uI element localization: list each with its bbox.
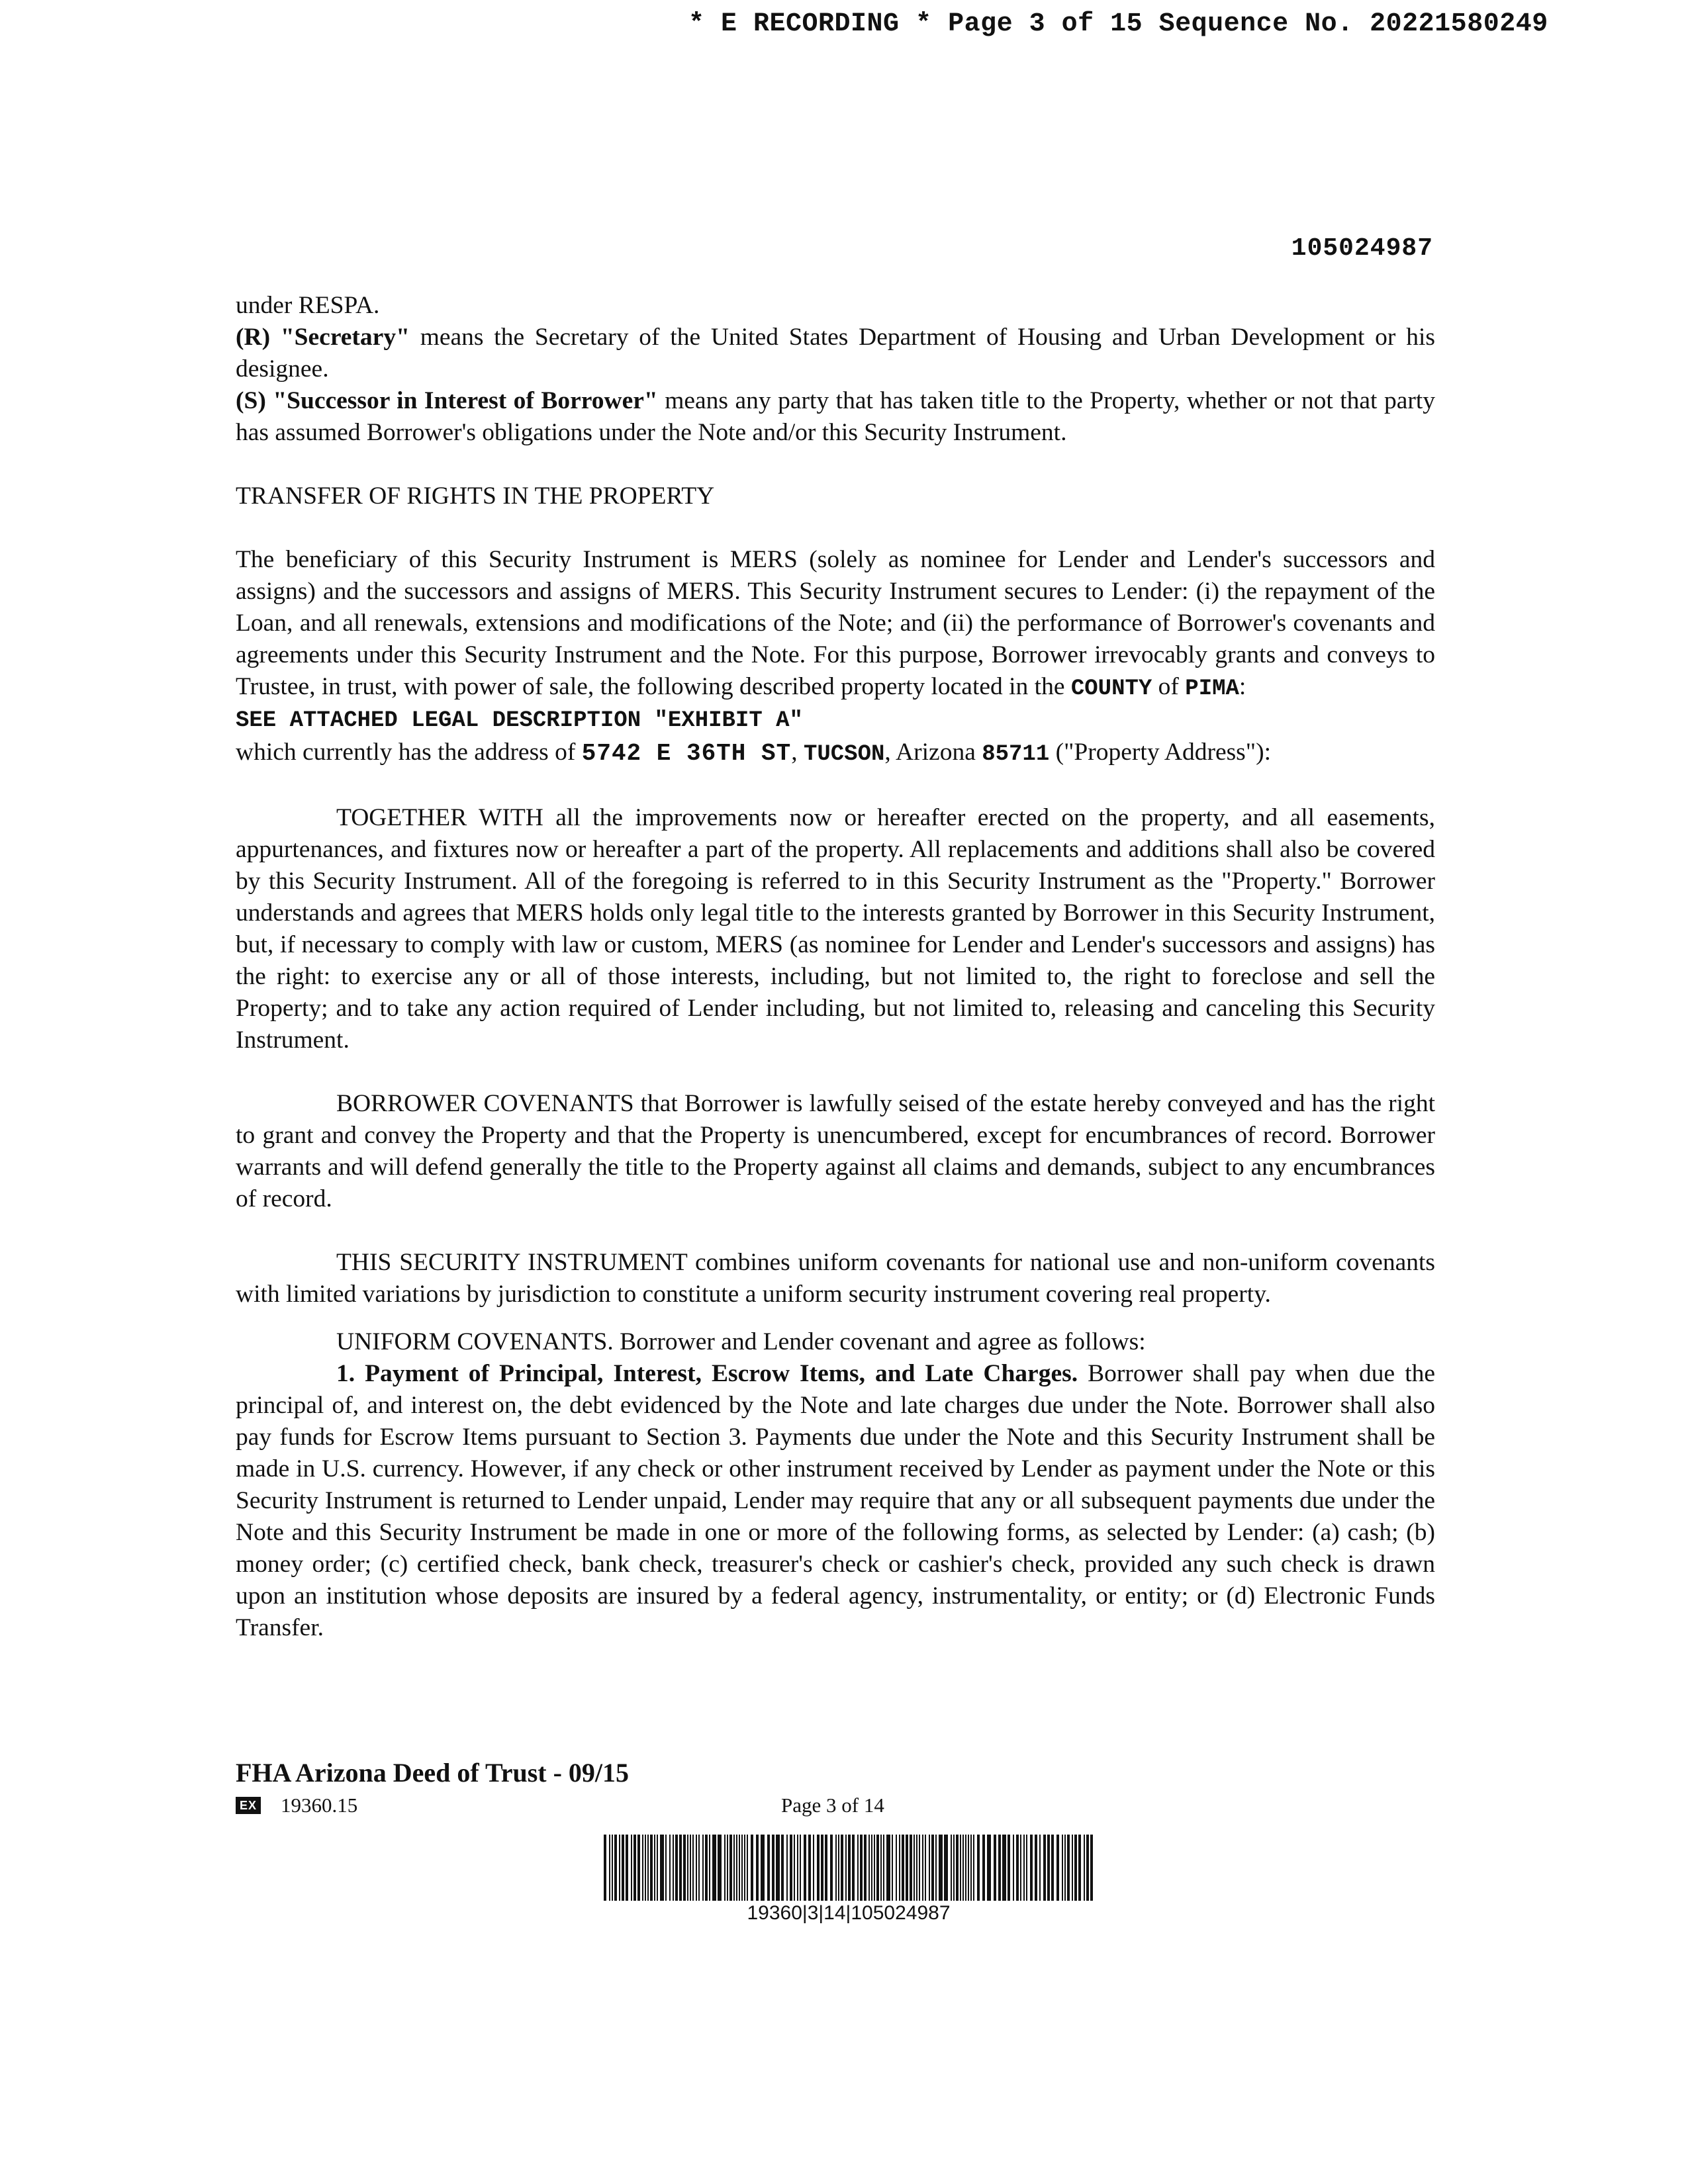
form-number: 19360.15 [281,1794,358,1817]
definition-successor-label: (S) "Successor in Interest of Borrower" [236,387,658,414]
document-body [236,290,1435,1644]
security-instrument-paragraph: THIS SECURITY INSTRUMENT combines uniform covenants for national use and non-uniform covenants with limited variations by jurisdiction to constitute a uniform security instrument covering real property. [236,1249,1435,1308]
together-with-paragraph: TOGETHER WITH all the improvements now or hereafter erected on the property, and all easements, appurtenances, and fixtures now or hereafter a part of the property. All replacements and additions shall also be covered by this Security Instrument. All of the foregoing is referred to in this Security Instrument as the "Property." Borrower understands and agrees that MERS holds only legal title to the interests granted by Borrower in this Security Instrument, but, if necessary to comply with law or custom, MERS (as nominee for Lender and Lender's successors and assigns) has the right: to exercise any or all of those interests, including, but not limited to, the right to foreclose and sell the Property; and to take any action required of Lender including, but not limited to, releasing and canceling this Security Instrument. [236,804,1435,1054]
property-address-line [236,737,1435,770]
definition-secretary [236,322,1435,385]
definition-secretary-label: (R) "Secretary" [236,324,410,351]
county-word: COUNTY [1070,676,1152,702]
county-name: PIMA [1185,676,1239,702]
address-comma: , [791,739,804,766]
transfer-heading: TRANSFER OF RIGHTS IN THE PROPERTY [236,482,715,510]
legal-description: SEE ATTACHED LEGAL DESCRIPTION "EXHIBIT A" [236,708,803,733]
county-of: of [1152,673,1186,700]
barcode-text: 19360|3|14|105024987 [747,1902,951,1924]
form-number-row [236,1794,357,1817]
address-state: , Arizona [884,739,982,766]
ellie-mae-logo-icon: EX [236,1797,261,1814]
county-colon: : [1239,673,1246,700]
transfer-paragraph [236,544,1435,705]
address-city: TUCSON [803,742,885,767]
respa-continuation: under RESPA. [236,292,380,319]
barcode-icon [604,1835,1094,1901]
loan-number: 105024987 [1291,234,1433,263]
transfer-text: The beneficiary of this Security Instrument is MERS (solely as nominee for Lender and Lender's successors and assigns) and the successors and assigns of MERS. This Security Instrument secures to Lender: (i) the repayment of the Loan, and all renewals, extensions and modifications of the Note; and (ii) the performance of Borrower's covenants and agreements under this Security Instrument and the Note. For this purpose, Borrower irrevocably grants and conveys to Trustee, in trust, with power of sale, the following described property located in the [236,546,1435,700]
form-title: FHA Arizona Deed of Trust - 09/15 [236,1758,630,1788]
definition-secretary-text: means the Secretary of the United States Department of Housing and Urban Development or his designee. [236,324,1435,383]
page-number: Page 3 of 14 [781,1794,884,1817]
section-1-paragraph [236,1358,1435,1644]
address-suffix: ("Property Address"): [1049,739,1271,766]
definition-successor-text: means any party that has taken title to the Property, whether or not that party has assumed Borrower's obligations under the Note and/or this Security Instrument. [236,387,1435,446]
section-1-text: Borrower shall pay when due the principal of, and interest on, the debt evidenced by the Note and late charges due under the Note. Borrower shall also pay funds for Escrow Items pursuant to Section 3. Payments due under the Note and this Security Instrument shall be made in U.S. currency. However, if any check or other instrument received by Lender as payment under the Note or this Security Instrument is returned to Lender unpaid, Lender may require that any or all subsequent payments due under the Note and this Security Instrument be made in one or more of the following forms, as selected by Lender: (a) cash; (b) money order; (c) certified check, bank check, treasurer's check or cashier's check, provided any such check is drawn upon an institution whose deposits are insured by a federal agency, instrumentality, or entity; or (d) Electronic Funds Transfer. [236,1360,1436,1641]
address-prefix: which currently has the address of [236,739,582,766]
address-zip: 85711 [982,742,1050,767]
recording-header: * E RECORDING * Page 3 of 15 Sequence No. 20221580249 [688,9,1548,39]
borrower-covenants-paragraph: BORROWER COVENANTS that Borrower is lawfully seised of the estate hereby conveyed and has the right to grant and convey the Property and that the Property is unencumbered, except for encumbrances of record. Borrower warrants and will defend generally the title to the Property against all claims and demands, subject to any encumbrances of record. [236,1090,1435,1212]
section-1-title: 1. Payment of Principal, Interest, Escrow Items, and Late Charges. [336,1360,1078,1387]
uniform-covenants-paragraph: UNIFORM COVENANTS. Borrower and Lender covenant and agree as follows: [336,1328,1146,1355]
address-street: 5742 E 36TH ST [581,740,792,767]
definition-successor [236,385,1435,449]
